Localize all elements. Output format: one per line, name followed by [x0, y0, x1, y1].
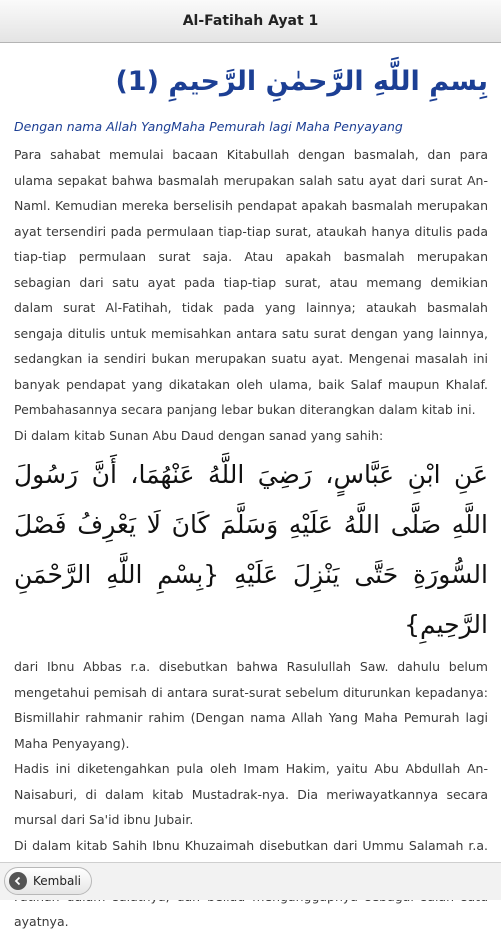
page-title: Al-Fatihah Ayat 1 [182, 13, 319, 29]
ayah-arabic-title: بِسمِ اللَّهِ الرَّحمٰنِ الرَّحيمِ (1) [115, 66, 488, 97]
back-button[interactable] [4, 867, 92, 895]
bottom-bar [0, 862, 501, 900]
tafsir-paragraph-3: dari Ibnu Abbas r.a. disebutkan bahwa Rasulullah Saw. dahulu belum mengetahui pemisah di antara surat-surat sebelum diturunkan kepadanya: Bismillahir rahmanir rahim (Dengan nama Allah Yang Maha Pemurah lagi Maha Penyayang). [14, 659, 488, 751]
back-button-label: Kembali [33, 874, 81, 888]
tafsir-paragraph-1: Para sahabat memulai bacaan Kitabullah dengan basmalah, dan para ulama sepakat bahwa basmalah merupakan salah satu ayat dari surat An-Naml. Kemudian mereka berselisih pendapat apakah basmalah merupakan ayat tersendiri pada permulaan tiap-tiap surat, ataukah hanya ditulis pada tiap-tiap permulaan surat saja. Atau apakah basmalah merupakan sebagian dari satu ayat pada tiap-tiap surat, atau memang demikian dalam surat Al-Fatihah, tidak pada yang lainnya; ataukah basmalah sengaja ditulis untuk memisahkan antara satu surat dengan yang lainnya, sedangkan ia sendiri bukan merupakan suatu ayat. Mengenai masalah ini banyak pendapat yang dikatakan oleh ulama, baik Salaf maupun Khalaf. Pembahasannya secara panjang lebar bukan diterangkan dalam kitab ini. [14, 147, 488, 417]
title-bar [0, 0, 501, 43]
tafsir-paragraph-4: Hadis ini diketengahkan pula oleh Imam Hakim, yaitu Abu Abdullah An-Naisaburi, di dalam kitab Mustadrak-nya. Dia meriwayatkannya secara mursal dari Sa'id ibnu Jubair. [14, 761, 488, 827]
tafsir-paragraph-2: Di dalam kitab Sunan Abu Daud dengan sanad yang sahih: [14, 427, 384, 443]
back-arrow-icon [9, 872, 27, 890]
tafsir-paragraph-5: Di dalam kitab Sahih Ibnu Khuzaimah disebutkan dari Ummu Salamah r.a. ayatnya. [14, 837, 488, 929]
hadith-arabic-text: عَنِ ابْنِ عَبَّاسٍ، رَضِيَ اللَّهُ عَنْهُمَا، أَنَّ رَسُولَ اللَّهِ صَلَّى اللَّهُ عَلَيْهِ وَسَلَّمَ كَانَ لَا يَعْرِفُ فَصْلَ السُّورَةِ حَتَّى يَنْزِلَ عَلَيْهِ {بِسْمِ اللَّهِ الرَّحْمَنِ الرَّحِيمِ} [14, 460, 488, 639]
ayah-translation: Dengan nama Allah YangMaha Pemurah lagi Maha Penyayang [14, 119, 403, 134]
